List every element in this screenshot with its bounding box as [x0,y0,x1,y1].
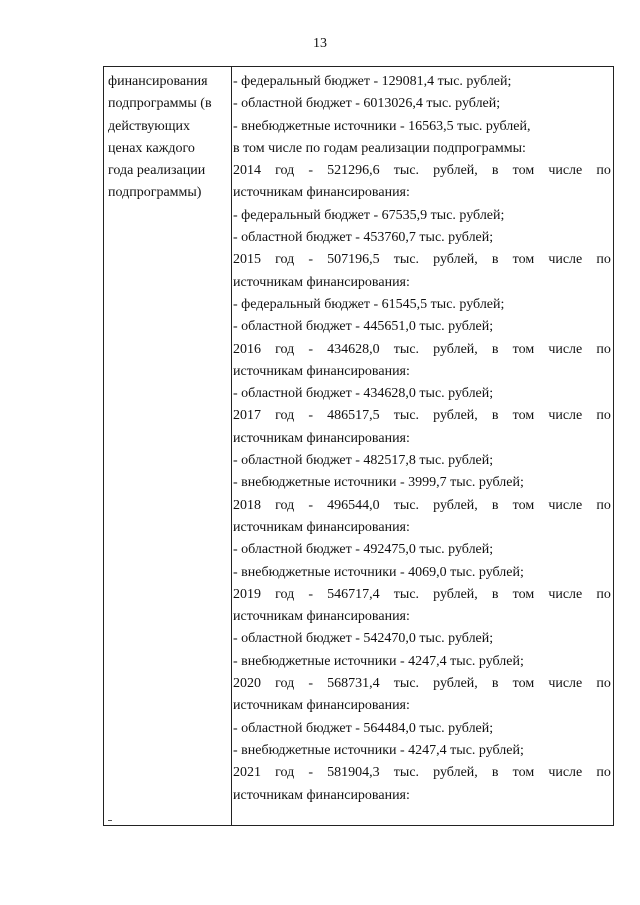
year-total-word: год [275,765,295,781]
year-total-word: тыс. [393,408,420,424]
funding-line: - внебюджетные источники - 4247,4 тыс. рублей; [233,742,524,758]
year-total-word: рублей, [433,252,478,268]
funding-line: - областной бюджет - 542470,0 тыс. рублей; [233,631,494,647]
year-total-word: по [596,252,611,268]
funding-label-line: ценах каждого [108,140,195,156]
year-total-word: 2014 [233,163,261,179]
year-total-word: в [491,497,499,513]
funding-line: источникам финансирования: [233,274,410,290]
year-total-word: том [512,408,535,424]
funding-label-line: финансирования [108,74,208,89]
year-total-word: - [308,586,314,602]
funding-line: - федеральный бюджет - 61545,5 тыс. рублей; [233,296,505,312]
year-total-word: 2020 [233,676,261,692]
year-total-word: в [491,676,499,692]
year-total-word: год [275,586,295,602]
year-total-word: 2015 [233,252,261,268]
year-total-word: 2019 [233,586,261,602]
funding-line: - внебюджетные источники - 16563,5 тыс. рублей, [233,118,531,134]
year-total-word: по [596,676,611,692]
year-total-word: - [308,408,314,424]
funding-line: - областной бюджет - 453760,7 тыс. рублей; [233,230,494,246]
year-total-word: 2021 [233,765,261,781]
year-total-word: рублей, [433,676,478,692]
year-total-word: 486517,5 [327,408,380,424]
year-total-line [233,249,611,271]
year-total-word: по [596,341,611,357]
year-total-word: по [596,163,611,179]
year-total-word: числе [548,341,583,357]
year-total-word: в [491,163,499,179]
year-total-word: рублей, [433,163,478,179]
year-total-word: в [491,252,499,268]
year-total-word: рублей, [433,586,478,602]
year-total-word: том [512,676,535,692]
year-total-word: том [512,252,535,268]
year-total-line [233,160,611,182]
scan-mark [108,820,112,821]
year-total-line [233,405,611,427]
funding-label-line: действующих [108,118,191,134]
year-total-word: 496544,0 [327,497,380,513]
year-total-word: год [275,341,295,357]
funding-line: - областной бюджет - 482517,8 тыс. рублей; [233,453,494,469]
funding-line: - внебюджетные источники - 3999,7 тыс. рублей; [233,475,524,491]
year-total-word: том [512,163,535,179]
funding-line: источникам финансирования: [233,519,410,535]
year-total-word: 507196,5 [327,252,380,268]
funding-line: - федеральный бюджет - 129081,4 тыс. рублей; [233,74,512,89]
year-total-word: по [596,408,611,424]
funding-label-line: подпрограммы) [108,185,202,201]
year-total-word: числе [548,408,583,424]
funding-line: источникам финансирования: [233,609,410,625]
year-total-word: год [275,676,295,692]
year-total-word: год [275,163,295,179]
funding-line: - областной бюджет - 434628,0 тыс. рублей; [233,386,494,402]
funding-label-cell [108,71,228,205]
year-total-word: по [596,765,611,781]
year-total-word: 434628,0 [327,341,380,357]
year-total-word: рублей, [433,765,478,781]
funding-details-cell [233,71,611,807]
year-total-line [233,584,611,606]
year-total-line [233,762,611,784]
funding-table [103,66,614,826]
year-total-word: - [308,252,314,268]
funding-label-line: подпрограммы (в [108,96,212,112]
page-number: 13 [313,36,327,51]
year-total-word: рублей, [433,497,478,513]
funding-line: - федеральный бюджет - 67535,9 тыс. рублей; [233,207,505,223]
year-total-word: - [308,341,314,357]
year-total-word: 2018 [233,497,261,513]
year-total-word: рублей, [433,408,478,424]
year-total-word: - [308,676,314,692]
year-total-word: тыс. [393,497,420,513]
year-total-word: 581904,3 [327,765,380,781]
year-total-word: числе [548,586,583,602]
year-total-word: тыс. [393,586,420,602]
year-total-word: тыс. [393,252,420,268]
year-total-word: числе [548,676,583,692]
year-total-line [233,339,611,361]
funding-line: - областной бюджет - 6013026,4 тыс. рублей; [233,96,501,112]
funding-line: источникам финансирования: [233,363,410,379]
year-total-word: в [491,408,499,424]
year-total-word: тыс. [393,765,420,781]
funding-line: в том числе по годам реализации подпрограммы: [233,140,526,156]
year-total-line [233,673,611,695]
year-total-word: числе [548,765,583,781]
funding-label-line: года реализации [108,163,206,179]
year-total-word: рублей, [433,341,478,357]
funding-line: источникам финансирования: [233,787,410,803]
funding-line: - внебюджетные источники - 4069,0 тыс. рублей; [233,564,524,580]
year-total-line [233,495,611,517]
year-total-word: год [275,497,295,513]
funding-line: - областной бюджет - 564484,0 тыс. рублей; [233,720,494,736]
funding-line: источникам финансирования: [233,698,410,714]
year-total-word: числе [548,497,583,513]
year-total-word: 546717,4 [327,586,380,602]
year-total-word: год [275,252,295,268]
year-total-word: 2016 [233,341,261,357]
year-total-word: тыс. [393,341,420,357]
year-total-word: 568731,4 [327,676,380,692]
funding-line: источникам финансирования: [233,185,410,201]
year-total-word: числе [548,163,583,179]
year-total-word: том [512,586,535,602]
year-total-word: по [596,586,611,602]
year-total-word: по [596,497,611,513]
year-total-word: том [512,341,535,357]
year-total-word: в [491,586,499,602]
funding-line: - областной бюджет - 492475,0 тыс. рублей; [233,542,494,558]
year-total-word: в [491,341,499,357]
column-divider [231,67,232,825]
year-total-word: том [512,497,535,513]
year-total-word: год [275,408,295,424]
year-total-word: - [308,765,314,781]
year-total-word: тыс. [393,676,420,692]
year-total-word: - [308,163,314,179]
funding-line: - внебюджетные источники - 4247,4 тыс. рублей; [233,653,524,669]
year-total-word: 2017 [233,408,261,424]
year-total-word: том [512,765,535,781]
funding-line: источникам финансирования: [233,430,410,446]
year-total-word: числе [548,252,583,268]
year-total-word: - [308,497,314,513]
year-total-word: тыс. [393,163,420,179]
year-total-word: 521296,6 [327,163,380,179]
funding-line: - областной бюджет - 445651,0 тыс. рублей; [233,319,494,335]
year-total-word: в [491,765,499,781]
